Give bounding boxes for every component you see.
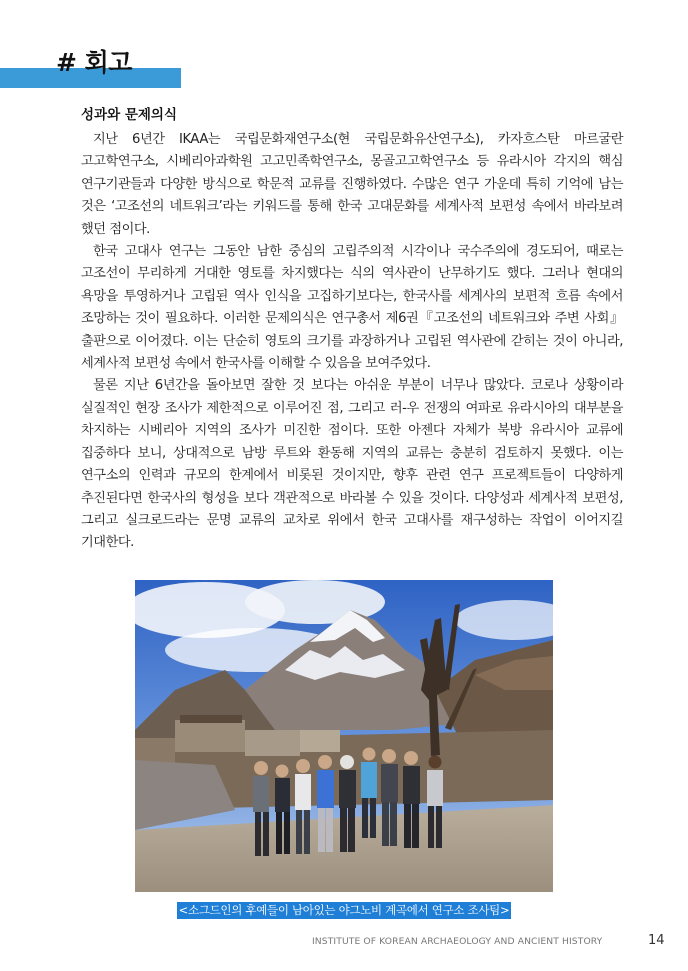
paragraph-1: 지난 6년간 IKAA는 국립문화재연구소(현 국립문화유산연구소), 카자흐스탄 마르굴란 고고학연구소, 시베리아과학원 고고민족학연구소, 몽골고고학연구소 등 유라시아 각지의 핵심 연구기관들과 다양한 방식으로 학문적 교류를 진행하였다. 수많은 연구 가운데 특히 기억에 남는 것은 ‘고조선의 네트워크’라는 키워드를 통해 한국 고대문화를 세계사적 보편성 속에서 바라보려 했던 점이다. [81,132,623,237]
photo-caption: <소그드인의 후예들이 남아있는 야그노비 계곡에서 연구소 조사팀> [178,903,510,917]
article-body [81,104,623,555]
page-number: 14 [648,933,665,948]
section-subtitle: 성과와 문제의식 [81,107,177,123]
paragraph-2: 한국 고대사 연구는 그동안 남한 중심의 고립주의적 시각이나 국수주의에 경도되어, 때로는 고조선이 무리하게 거대한 영토를 차지했다는 식의 역사관이 난무하기도 했다. 그러나 현대의 욕망을 투영하거나 고립된 역사 인식을 고집하기보다는, 한국사를 세계사의 보편적 흐름 속에서 조망하는 것이 필요하다. 이러한 문제의식은 연구총서 제6권『고조선의 네트워크와 주변 사회』출판으로 이어졌다. 이는 단순히 영토의 크기를 과장하거나 고립된 역사관에 갇히는 것이 아니라, 세계사적 보편성 속에서 한국사를 이해할 수 있음을 보여주었다. [81,244,623,372]
photo-caption-wrap [0,899,688,919]
field-team-photo [135,580,553,892]
footer-institute: INSTITUTE OF KOREAN ARCHAEOLOGY AND ANCIENT HISTORY [312,936,603,947]
paragraph-3: 물론 지난 6년간을 돌아보면 잘한 것 보다는 아쉬운 부분이 너무나 많았다. 코로나 상황이라 실질적인 현장 조사가 제한적으로 이루어진 점, 그리고 러-우 전쟁의 여파로 유라시아의 대부분을 차지하는 시베리아 지역의 조사가 미진한 점이다. 또한 아젠다 자체가 북방 유라시아 교류에 집중하다 보니, 상대적으로 남방 루트와 환동해 지역의 교류는 충분히 검토하지 못했다. 이는 연구소의 인력과 규모의 한계에서 비롯된 것이지만, 향후 관련 연구 프로젝트들이 다양하게 추진된다면 한국사의 형성을 보다 객관적으로 바라볼 수 있을 것이다. 다양성과 세계사적 보편성, 그리고 실크로드라는 문명 교류의 교차로 위에서 한국 고대사를 재구성하는 작업이 이어지길 기대한다. [81,378,623,551]
section-heading: # 회고 [56,48,132,77]
